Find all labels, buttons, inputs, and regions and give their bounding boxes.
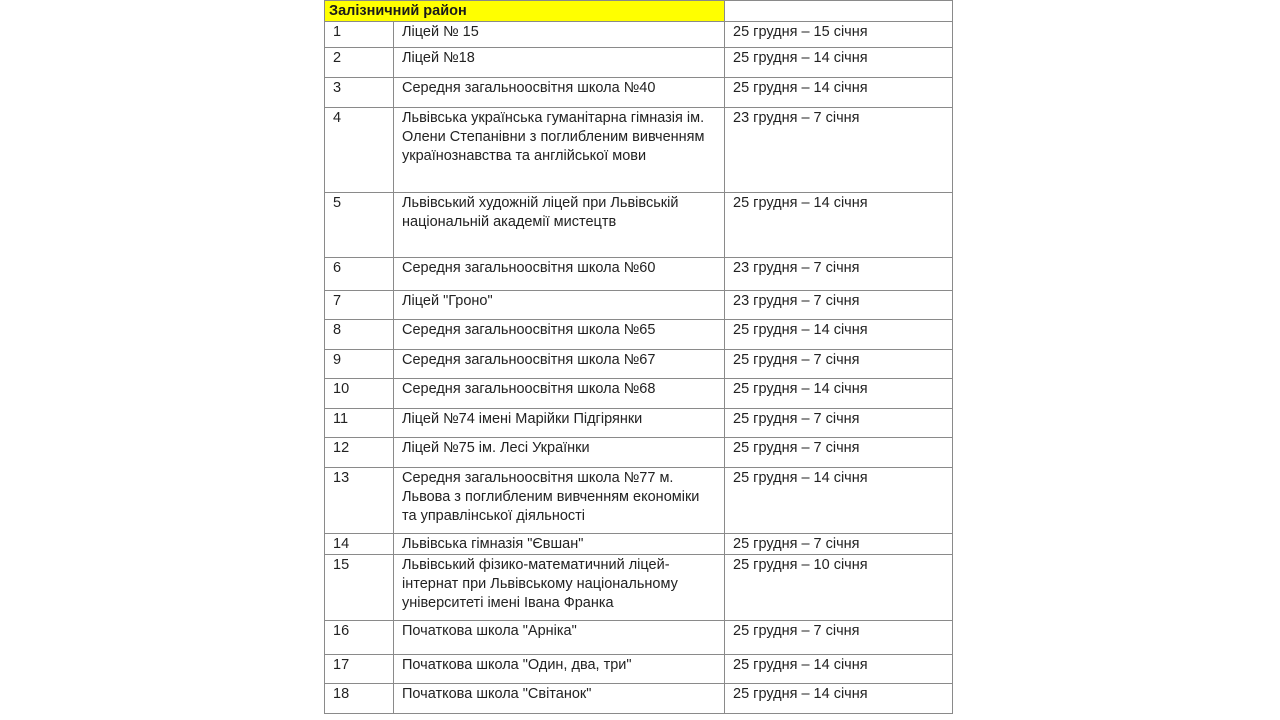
table-row bbox=[325, 78, 953, 108]
row-number: 1 bbox=[325, 22, 394, 48]
row-number: 12 bbox=[325, 438, 394, 468]
table-row bbox=[325, 48, 953, 78]
table-row bbox=[325, 409, 953, 438]
row-number: 18 bbox=[325, 684, 394, 714]
school-name: Львівська гімназія "Євшан" bbox=[394, 534, 725, 555]
table-row bbox=[325, 22, 953, 48]
holiday-dates: 25 грудня – 14 січня bbox=[725, 655, 953, 684]
table-row bbox=[325, 555, 953, 621]
table-row bbox=[325, 379, 953, 409]
holiday-dates: 25 грудня – 7 січня bbox=[725, 409, 953, 438]
holiday-dates: 25 грудня – 14 січня bbox=[725, 468, 953, 534]
table-row bbox=[325, 438, 953, 468]
holiday-dates: 25 грудня – 10 січня bbox=[725, 555, 953, 621]
row-number: 5 bbox=[325, 193, 394, 258]
row-number: 15 bbox=[325, 555, 394, 621]
row-number: 11 bbox=[325, 409, 394, 438]
district-title: Залізничний район bbox=[325, 1, 725, 22]
row-number: 4 bbox=[325, 108, 394, 193]
table-row bbox=[325, 655, 953, 684]
school-name: Середня загальноосвітня школа №60 bbox=[394, 258, 725, 291]
holiday-dates: 25 грудня – 14 січня bbox=[725, 379, 953, 409]
school-name: Львівський фізико-математичний ліцей-інтернат при Львівському національному університеті імені Івана Франка bbox=[394, 555, 725, 621]
school-name: Ліцей №18 bbox=[394, 48, 725, 78]
table-row bbox=[325, 534, 953, 555]
school-name: Середня загальноосвітня школа №40 bbox=[394, 78, 725, 108]
school-name: Ліцей №75 ім. Лесі Українки bbox=[394, 438, 725, 468]
row-number: 3 bbox=[325, 78, 394, 108]
table-row bbox=[325, 193, 953, 258]
holiday-dates: 23 грудня – 7 січня bbox=[725, 108, 953, 193]
school-name: Ліцей № 15 bbox=[394, 22, 725, 48]
holiday-dates: 25 грудня – 14 січня bbox=[725, 78, 953, 108]
table-row bbox=[325, 468, 953, 534]
holiday-dates: 25 грудня – 7 січня bbox=[725, 534, 953, 555]
school-name: Ліцей "Гроно" bbox=[394, 291, 725, 320]
school-name: Середня загальноосвітня школа №77 м. Львова з поглибленим вивченням економіки та управлінської діяльності bbox=[394, 468, 725, 534]
row-number: 16 bbox=[325, 621, 394, 655]
school-name: Середня загальноосвітня школа №67 bbox=[394, 350, 725, 379]
district-header-row bbox=[325, 1, 953, 22]
row-number: 17 bbox=[325, 655, 394, 684]
holiday-dates: 25 грудня – 7 січня bbox=[725, 621, 953, 655]
row-number: 14 bbox=[325, 534, 394, 555]
table-row bbox=[325, 350, 953, 379]
row-number: 2 bbox=[325, 48, 394, 78]
holiday-dates: 25 грудня – 14 січня bbox=[725, 48, 953, 78]
school-name: Початкова школа "Один, два, три" bbox=[394, 655, 725, 684]
school-name: Львівська українська гуманітарна гімназія ім. Олени Степанівни з поглибленим вивченням українознавства та англійської мови bbox=[394, 108, 725, 193]
row-number: 7 bbox=[325, 291, 394, 320]
table-row bbox=[325, 320, 953, 350]
holiday-dates: 23 грудня – 7 січня bbox=[725, 258, 953, 291]
schools-table bbox=[324, 0, 953, 714]
header-blank-cell bbox=[725, 1, 953, 22]
holiday-dates: 25 грудня – 14 січня bbox=[725, 320, 953, 350]
holiday-dates: 23 грудня – 7 січня bbox=[725, 291, 953, 320]
school-name: Початкова школа "Арніка" bbox=[394, 621, 725, 655]
table-row bbox=[325, 621, 953, 655]
table-row bbox=[325, 291, 953, 320]
holiday-dates: 25 грудня – 14 січня bbox=[725, 193, 953, 258]
holiday-dates: 25 грудня – 7 січня bbox=[725, 438, 953, 468]
school-name: Початкова школа "Світанок" bbox=[394, 684, 725, 714]
row-number: 13 bbox=[325, 468, 394, 534]
row-number: 6 bbox=[325, 258, 394, 291]
row-number: 8 bbox=[325, 320, 394, 350]
holiday-dates: 25 грудня – 14 січня bbox=[725, 684, 953, 714]
school-name: Львівський художній ліцей при Львівській національній академії мистецтв bbox=[394, 193, 725, 258]
holiday-dates: 25 грудня – 15 січня bbox=[725, 22, 953, 48]
school-name: Середня загальноосвітня школа №65 bbox=[394, 320, 725, 350]
table-row bbox=[325, 258, 953, 291]
row-number: 10 bbox=[325, 379, 394, 409]
holiday-dates: 25 грудня – 7 січня bbox=[725, 350, 953, 379]
row-number: 9 bbox=[325, 350, 394, 379]
table-row bbox=[325, 684, 953, 714]
school-name: Ліцей №74 імені Марійки Підгірянки bbox=[394, 409, 725, 438]
table-row bbox=[325, 108, 953, 193]
school-name: Середня загальноосвітня школа №68 bbox=[394, 379, 725, 409]
